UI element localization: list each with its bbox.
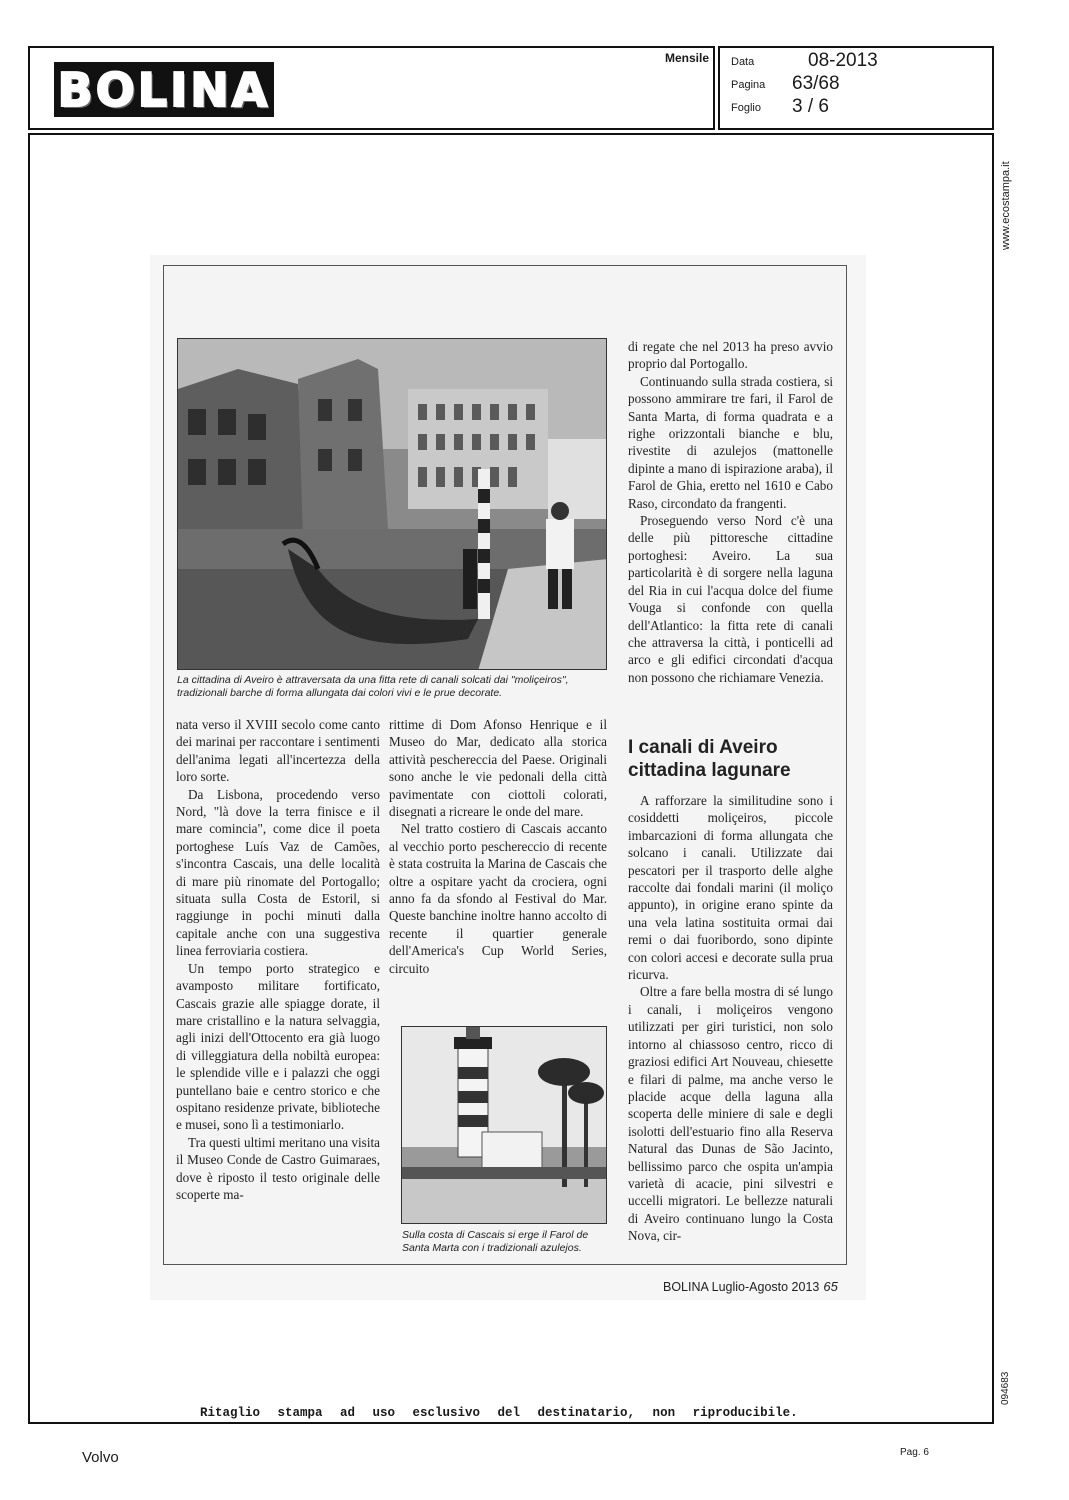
bolina-logo (54, 62, 274, 117)
article-column-3-top (628, 338, 833, 686)
clipping-notice: Ritaglio stampa ad uso esclusivo del destinatario, non riproducibile. (200, 1406, 798, 1420)
lighthouse-image (402, 1027, 607, 1224)
client-name: Volvo (82, 1449, 119, 1466)
article-column-2 (389, 716, 607, 977)
foglio-label: Foglio (731, 102, 761, 114)
magazine-page-number: 65 (823, 1279, 838, 1294)
col1-paragraph: Un tempo porto strategico e avamposto militare fortificato, Cascais grazie alle spiagge dorate, il mare cristallino e la natura selvaggia, agli inizi dell'Ottocento era già luogo di villeggiatura della nobiltà europea: le splendide ville e i palazzi che oggi puntellano baie e centro storico e che ospitano residenze private, biblioteche e musei, sono lì a testimoniarlo. (176, 960, 380, 1133)
foglio-value: 3 / 6 (792, 96, 829, 117)
frequency-label: Mensile (665, 51, 710, 65)
col3-paragraph: Oltre a fare bella mostra di sé lungo i canali, i moliçeiros vengono utilizzati per giri turistici, non solo intorno al chiassoso centro, ricco di graziosi edifici Art Nouveau, chiesette e filari di palme, ma anche verso le placide acque della laguna alla scoperta delle miniere di sale e degli isolotti dell'estuario fino alla Reserva Natural das Dunas de São Jacinto, bellissimo parco che ospita un'ampia varietà di acacie, pini silvestri e uccelli migratori. Le bellezze naturali di Aveiro continuano lungo la Costa Nova, cir- (628, 984, 833, 1244)
aveiro-photo-caption: La cittadina di Aveiro è attraversata da una fitta rete di canali solcati dai "moliçeiros", tradizionali barche di forma allungata dai colori vivi e le prue decorate. (177, 674, 569, 699)
side-code: 094683 (1000, 1371, 1011, 1405)
pagina-value: 63/68 (792, 73, 840, 94)
col1-paragraph: nata verso il XVIII secolo come canto dei marinai per raccontare i sentimenti dell'anima legati all'incertezza della loro sorte. (176, 717, 380, 785)
aveiro-canal-image (178, 339, 607, 670)
col1-paragraph: Tra questi ultimi meritano una visita il Museo Conde de Castro Guimaraes, dove è riposto il testo originale delle scoperte ma- (176, 1134, 380, 1202)
page-number: Pag. 6 (900, 1447, 929, 1458)
logo-text: BOLINA (57, 62, 271, 117)
data-value: 08-2013 (808, 50, 878, 71)
col3-paragraph: Proseguendo verso Nord c'è una delle più pittoresche cittadine portoghesi: Aveiro. La sua particolarità è di sorgere nella laguna del Ria in cui l'acqua dolce del fiume Vouga si confonde con quella dell'Atlantico: la fitta rete di canali che attraversa la città, i ponticelli ad arco e gli edifici circondati d'acqua non possono che richiamare Venezia. (628, 513, 833, 685)
article-column-1 (176, 716, 380, 1203)
col3-paragraph: A rafforzare la similitudine sono i cosiddetti moliçeiros, piccole imbarcazioni di forma allungata che solcano i canali. Utilizzate dai pescatori per il trasporto delle alghe raccolte dai fondali marini (il moliço appunto), in origine erano spinte da una vela latina sostituita ormai dai remi o dai fuoribordo, sono dipinte con colori accesi e decorate sulla prua ricurva. (628, 793, 833, 983)
magazine-footer-text: BOLINA Luglio-Agosto 2013 (663, 1280, 820, 1294)
article-column-3-bottom (628, 792, 833, 1245)
col2-paragraph: Nel tratto costiero di Cascais accanto al vecchio porto peschereccio di recente è stata costruita la Marina de Cascais che oltre a ospitare yacht da crociera, ogni anno fa da sfondo al Festival do Mar. Queste banchine inoltre hanno accolto di recente il quartier generale dell'America's Cup World Series, circuito (389, 821, 607, 976)
col3-paragraph: Continuando sulla strada costiera, si possono ammirare tre fari, il Farol de Santa Marta, di forma quadrata e a righe orizzontali bianche e blu, rivestite di azulejos (mattonelle dipinte a mano di ispirazione araba), il Farol de Ghia, eretto nel 1610 e Cabo Raso, circondato da frangenti. (628, 373, 833, 511)
col3-paragraph: di regate che nel 2013 ha preso avvio proprio dal Portogallo. (628, 339, 833, 372)
data-label: Data (731, 56, 755, 68)
lighthouse-photo (401, 1026, 607, 1224)
col2-paragraph: rittime di Dom Afonso Henrique e il Museo do Mar, dedicato alla storica attività peschereccia del Paese. Originali sono anche le vie pedonali della città pavimentate con ciottoli colorati, disegnati a ricreare le onde del mare. (389, 717, 607, 820)
section-heading: I canali di Aveiro cittadina lagunare (628, 737, 791, 781)
side-url: www.ecostampa.it (1000, 161, 1012, 250)
col1-paragraph: Da Lisbona, procedendo verso Nord, "là dove la terra finisce e il mare comincia", come dice il poeta portoghese Luís Vaz de Camões, s'incontra Cascais, una delle località di mare più rinomate del Portogallo; situata sulla Costa de Estoril, si raggiunge in pochi minuti dalla capitale anche con una suggestiva linea ferroviaria costiera. (176, 786, 380, 959)
lighthouse-photo-caption: Sulla costa di Cascais si erge il Farol de Santa Marta con i tradizionali azulejos. (402, 1229, 589, 1254)
aveiro-canal-photo (177, 338, 607, 670)
magazine-footer (663, 1279, 838, 1294)
pagina-label: Pagina (731, 79, 766, 91)
